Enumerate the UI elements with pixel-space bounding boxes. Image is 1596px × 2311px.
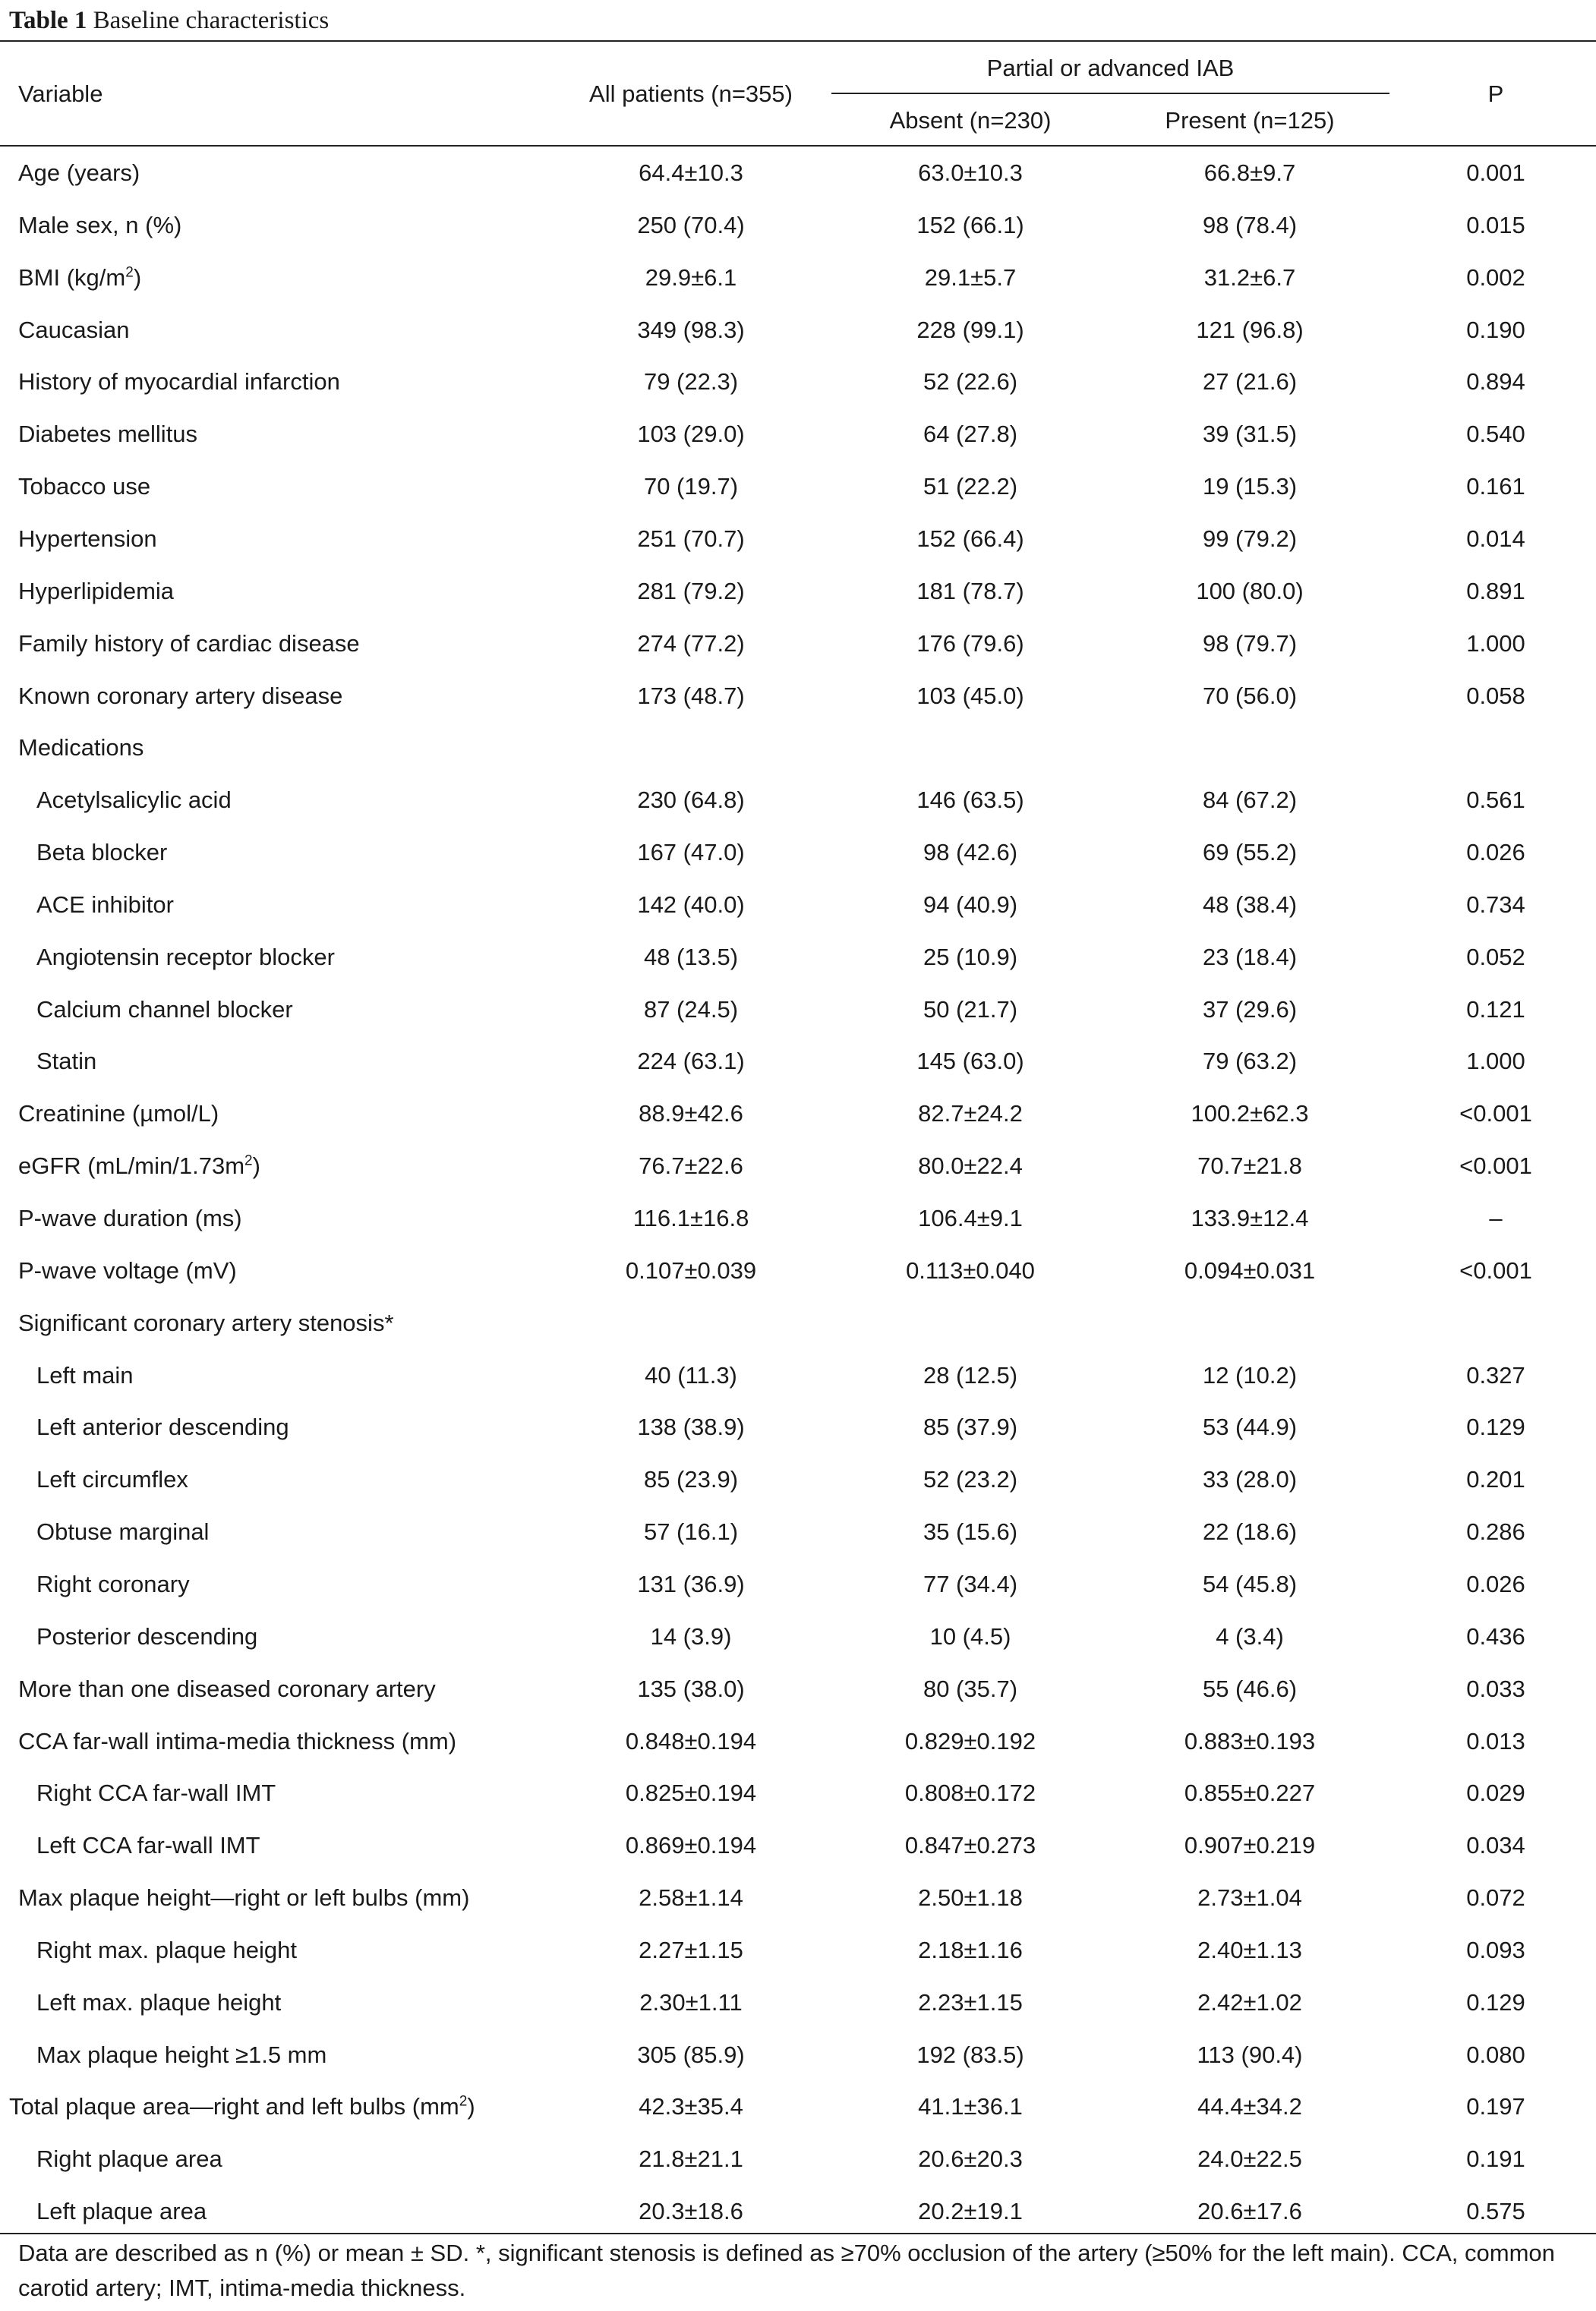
cell-absent: 51 (22.2) — [923, 473, 1018, 500]
cell-all-patients: 48 (13.5) — [643, 944, 739, 970]
cell-absent: 192 (83.5) — [916, 2041, 1024, 2068]
cell-all-patients: 135 (38.0) — [637, 1676, 745, 1702]
cell-all-patients: 138 (38.9) — [637, 1414, 745, 1440]
cell-all-patients: 224 (63.1) — [637, 1048, 745, 1074]
cell-all-patients: 85 (23.9) — [643, 1466, 739, 1493]
header-rule — [0, 145, 1596, 147]
row-label: Max plaque height—right or left bulbs (mm) — [18, 1884, 470, 1911]
cell-absent: 2.23±1.15 — [918, 1989, 1023, 2016]
cell-present: 55 (46.6) — [1202, 1676, 1298, 1702]
cell-all-patients: 230 (64.8) — [637, 787, 745, 813]
cell-present: 133.9±12.4 — [1191, 1205, 1309, 1231]
cell-all-patients: 76.7±22.6 — [639, 1152, 743, 1179]
cell-p-value: 0.058 — [1466, 683, 1525, 709]
row-label: Posterior descending — [36, 1623, 258, 1650]
cell-p-value: 0.734 — [1466, 891, 1525, 918]
cell-present: 100 (80.0) — [1196, 578, 1304, 604]
row-label: ACE inhibitor — [36, 891, 174, 918]
cell-p-value: <0.001 — [1459, 1152, 1532, 1179]
cell-absent: 94 (40.9) — [923, 891, 1018, 918]
cell-p-value: 0.015 — [1466, 212, 1525, 238]
row-label: Calcium channel blocker — [36, 996, 293, 1023]
cell-present: 0.855±0.227 — [1184, 1780, 1316, 1806]
row-label: Significant coronary artery stenosis* — [18, 1310, 394, 1336]
cell-p-value: 0.129 — [1466, 1414, 1525, 1440]
cell-absent: 50 (21.7) — [923, 996, 1018, 1023]
cell-absent: 80 (35.7) — [923, 1676, 1018, 1702]
cell-absent: 64 (27.8) — [923, 421, 1018, 447]
cell-present: 12 (10.2) — [1202, 1362, 1298, 1389]
cell-present: 54 (45.8) — [1202, 1571, 1298, 1597]
table-title: Baseline characteristics — [93, 7, 330, 34]
cell-present: 0.907±0.219 — [1184, 1832, 1316, 1859]
cell-absent: 77 (34.4) — [923, 1571, 1018, 1597]
cell-present: 121 (96.8) — [1196, 317, 1304, 343]
row-label: Age (years) — [18, 159, 140, 186]
cell-all-patients: 349 (98.3) — [637, 317, 745, 343]
row-label: Tobacco use — [18, 473, 151, 500]
row-label: Male sex, n (%) — [18, 212, 182, 238]
cell-p-value: <0.001 — [1459, 1257, 1532, 1284]
cell-all-patients: 274 (77.2) — [637, 630, 745, 657]
cell-absent: 103 (45.0) — [916, 683, 1024, 709]
row-label: Right max. plaque height — [36, 1937, 297, 1963]
cell-present: 22 (18.6) — [1202, 1518, 1298, 1545]
row-label: eGFR $(mL/\min/1.73m^2)$ — [18, 1152, 260, 1179]
cell-all-patients: 2.30±1.11 — [639, 1989, 743, 2016]
row-label: Left anterior descending — [36, 1414, 289, 1440]
cell-absent: 29.1±5.7 — [924, 264, 1017, 291]
row-label: P-wave duration (ms) — [18, 1205, 242, 1231]
cell-all-patients: 88.9±42.6 — [639, 1100, 743, 1127]
header-group-label: Partial or advanced IAB — [986, 55, 1235, 81]
cell-present: 53 (44.9) — [1202, 1414, 1298, 1440]
row-label: Acetylsalicylic acid — [36, 787, 232, 813]
row-label: Left circumflex — [36, 1466, 188, 1493]
cell-all-patients: 0.848±0.194 — [625, 1728, 757, 1755]
cell-p-value: 0.093 — [1466, 1937, 1525, 1963]
cell-absent: 20.2±19.1 — [918, 2198, 1023, 2224]
row-label: Left plaque area — [36, 2198, 207, 2224]
header-p: P — [1487, 80, 1504, 107]
cell-p-value: 0.072 — [1466, 1884, 1525, 1911]
cell-all-patients: 0.107±0.039 — [625, 1257, 757, 1284]
cell-present: 4 (3.4) — [1216, 1623, 1284, 1650]
header-all-patients: All patients (n=355) — [589, 80, 793, 107]
cell-p-value: 0.161 — [1466, 473, 1525, 500]
cell-all-patients: 2.27±1.15 — [639, 1937, 743, 1963]
cell-all-patients: 173 (48.7) — [637, 683, 745, 709]
cell-absent: 98 (42.6) — [923, 839, 1018, 865]
row-label: BMI $(kg/m^2)$ — [18, 264, 142, 291]
cell-p-value: 0.197 — [1466, 2093, 1525, 2120]
row-label: Statin — [36, 1048, 97, 1074]
group-subrule — [831, 93, 1389, 94]
top-rule — [0, 40, 1596, 42]
cell-present: 69 (55.2) — [1202, 839, 1298, 865]
row-label: Family history of cardiac disease — [18, 630, 360, 657]
cell-p-value: 0.014 — [1466, 525, 1525, 552]
cell-present: 0.883±0.193 — [1184, 1728, 1316, 1755]
cell-present: 24.0±22.5 — [1197, 2145, 1302, 2172]
cell-all-patients: 87 (24.5) — [643, 996, 739, 1023]
table-label: Table 1 — [9, 7, 87, 34]
row-label: Medications — [18, 734, 144, 761]
cell-present: 79 (63.2) — [1202, 1048, 1298, 1074]
row-label: Known coronary artery disease — [18, 683, 343, 709]
cell-p-value: 0.191 — [1466, 2145, 1525, 2172]
cell-p-value: 1.000 — [1466, 630, 1525, 657]
cell-p-value: 0.034 — [1466, 1832, 1525, 1859]
cell-p-value: 0.561 — [1466, 787, 1525, 813]
cell-all-patients: 20.3±18.6 — [639, 2198, 743, 2224]
row-label: Left max. plaque height — [36, 1989, 282, 2016]
cell-present: 2.40±1.13 — [1197, 1937, 1302, 1963]
cell-p-value: – — [1489, 1205, 1503, 1231]
cell-all-patients: 0.869±0.194 — [625, 1832, 757, 1859]
cell-absent: 146 (63.5) — [916, 787, 1024, 813]
row-label: Beta blocker — [36, 839, 168, 865]
cell-absent: 80.0±22.4 — [918, 1152, 1023, 1179]
cell-present: 70.7±21.8 — [1197, 1152, 1302, 1179]
row-label: P-wave voltage (mV) — [18, 1257, 237, 1284]
cell-present: 100.2±62.3 — [1191, 1100, 1309, 1127]
cell-absent: 41.1±36.1 — [918, 2093, 1023, 2120]
cell-p-value: 0.121 — [1466, 996, 1525, 1023]
cell-present: 99 (79.2) — [1202, 525, 1298, 552]
row-label: More than one diseased coronary artery — [18, 1676, 436, 1702]
cell-present: 31.2±6.7 — [1203, 264, 1296, 291]
cell-p-value: 0.201 — [1466, 1466, 1525, 1493]
cell-present: 66.8±9.7 — [1203, 159, 1296, 186]
cell-present: 98 (79.7) — [1202, 630, 1298, 657]
cell-present: 2.42±1.02 — [1197, 1989, 1302, 2016]
row-label: Max plaque height ≥1.5 mm — [36, 2041, 327, 2068]
cell-present: 48 (38.4) — [1202, 891, 1298, 918]
cell-all-patients: 103 (29.0) — [637, 421, 745, 447]
cell-all-patients: 70 (19.7) — [643, 473, 739, 500]
cell-all-patients: 21.8±21.1 — [639, 2145, 743, 2172]
cell-absent: 0.808±0.172 — [904, 1780, 1036, 1806]
cell-p-value: 0.080 — [1466, 2041, 1525, 2068]
cell-all-patients: 167 (47.0) — [637, 839, 745, 865]
cell-absent: 35 (15.6) — [923, 1518, 1018, 1545]
cell-all-patients: 64.4±10.3 — [639, 159, 743, 186]
cell-all-patients: 0.825±0.194 — [625, 1780, 757, 1806]
cell-all-patients: 116.1±16.8 — [632, 1205, 749, 1231]
cell-absent: 145 (63.0) — [916, 1048, 1024, 1074]
cell-present: 37 (29.6) — [1202, 996, 1298, 1023]
row-label: Obtuse marginal — [36, 1518, 210, 1545]
cell-absent: 28 (12.5) — [923, 1362, 1018, 1389]
cell-p-value: 0.286 — [1466, 1518, 1525, 1545]
cell-absent: 2.50±1.18 — [918, 1884, 1023, 1911]
cell-all-patients: 142 (40.0) — [637, 891, 745, 918]
cell-p-value: 0.894 — [1466, 368, 1525, 395]
row-label: Right coronary — [36, 1571, 190, 1597]
cell-present: 44.4±34.2 — [1197, 2093, 1302, 2120]
row-label: CCA far-wall intima-media thickness (mm) — [18, 1728, 457, 1755]
cell-p-value: 0.540 — [1466, 421, 1525, 447]
cell-absent: 82.7±24.2 — [918, 1100, 1023, 1127]
row-label: Right plaque area — [36, 2145, 222, 2172]
cell-absent: 0.113±0.040 — [906, 1257, 1035, 1284]
row-label: Diabetes mellitus — [18, 421, 198, 447]
cell-present: 39 (31.5) — [1202, 421, 1298, 447]
cell-all-patients: 250 (70.4) — [637, 212, 745, 238]
cell-p-value: 0.001 — [1466, 159, 1525, 186]
cell-all-patients: 29.9±6.1 — [645, 264, 737, 291]
cell-all-patients: 42.3±35.4 — [639, 2093, 743, 2120]
header-variable: Variable — [18, 80, 103, 107]
cell-absent: 152 (66.1) — [916, 212, 1024, 238]
cell-p-value: 0.327 — [1466, 1362, 1525, 1389]
cell-present: 2.73±1.04 — [1197, 1884, 1302, 1911]
cell-p-value: 0.190 — [1466, 317, 1525, 343]
cell-present: 33 (28.0) — [1202, 1466, 1298, 1493]
cell-present: 23 (18.4) — [1202, 944, 1298, 970]
cell-p-value: 1.000 — [1466, 1048, 1525, 1074]
cell-all-patients: 2.58±1.14 — [639, 1884, 743, 1911]
row-label: History of myocardial infarction — [18, 368, 340, 395]
cell-present: 20.6±17.6 — [1197, 2198, 1302, 2224]
cell-all-patients: 251 (70.7) — [637, 525, 745, 552]
cell-absent: 228 (99.1) — [916, 317, 1024, 343]
cell-present: 0.094±0.031 — [1184, 1257, 1316, 1284]
row-label: Right CCA far-wall IMT — [36, 1780, 276, 1806]
cell-p-value: 0.129 — [1466, 1989, 1525, 2016]
cell-absent: 20.6±20.3 — [918, 2145, 1023, 2172]
cell-absent: 85 (37.9) — [923, 1414, 1018, 1440]
cell-absent: 10 (4.5) — [929, 1623, 1011, 1650]
row-label: Total plaque area—right and left bulbs $(mm^2)$ — [9, 2093, 475, 2120]
header-absent: Absent (n=230) — [889, 107, 1052, 134]
row-label: Caucasian — [18, 317, 130, 343]
cell-p-value: 0.029 — [1466, 1780, 1525, 1806]
cell-present: 19 (15.3) — [1202, 473, 1298, 500]
cell-present: 84 (67.2) — [1202, 787, 1298, 813]
cell-absent: 106.4±9.1 — [918, 1205, 1023, 1231]
cell-present: 70 (56.0) — [1202, 683, 1298, 709]
row-label: Angiotensin receptor blocker — [36, 944, 335, 970]
cell-p-value: 0.026 — [1466, 839, 1525, 865]
cell-absent: 52 (22.6) — [923, 368, 1018, 395]
cell-present: 113 (90.4) — [1197, 2041, 1303, 2068]
cell-all-patients: 131 (36.9) — [637, 1571, 745, 1597]
cell-all-patients: 57 (16.1) — [643, 1518, 739, 1545]
cell-absent: 2.18±1.16 — [918, 1937, 1023, 1963]
cell-p-value: 0.436 — [1466, 1623, 1525, 1650]
cell-absent: 25 (10.9) — [923, 944, 1018, 970]
cell-absent: 176 (79.6) — [916, 630, 1024, 657]
row-label: Hyperlipidemia — [18, 578, 175, 604]
cell-present: 98 (78.4) — [1202, 212, 1298, 238]
cell-p-value: 0.052 — [1466, 944, 1525, 970]
cell-p-value: 0.002 — [1466, 264, 1525, 291]
cell-present: 27 (21.6) — [1202, 368, 1298, 395]
cell-p-value: 0.033 — [1466, 1676, 1525, 1702]
table-footnote: Data are described as n (%) or mean ± SD. *, significant stenosis is defined as ≥70% occlusion of the artery (≥50% for the left main). CCA, common carotid artery; IMT, intima-media thickness. — [18, 2240, 1555, 2301]
cell-all-patients: 14 (3.9) — [650, 1623, 732, 1650]
row-label: Left main — [36, 1362, 134, 1389]
cell-all-patients: 79 (22.3) — [643, 368, 739, 395]
cell-p-value: 0.575 — [1466, 2198, 1525, 2224]
cell-all-patients: 305 (85.9) — [637, 2041, 745, 2068]
cell-all-patients: 281 (79.2) — [637, 578, 745, 604]
cell-p-value: 0.013 — [1466, 1728, 1525, 1755]
cell-absent: 63.0±10.3 — [918, 159, 1023, 186]
cell-all-patients: 40 (11.3) — [645, 1362, 737, 1389]
cell-absent: 181 (78.7) — [916, 578, 1024, 604]
cell-absent: 0.847±0.273 — [904, 1832, 1036, 1859]
header-present: Present (n=125) — [1165, 107, 1335, 134]
cell-absent: 52 (23.2) — [923, 1466, 1018, 1493]
bottom-rule — [0, 2233, 1596, 2234]
row-label: Hypertension — [18, 525, 157, 552]
cell-p-value: 0.891 — [1466, 578, 1525, 604]
cell-p-value: 0.026 — [1466, 1571, 1525, 1597]
row-label: Creatinine (µmol/L) — [18, 1100, 219, 1127]
cell-absent: 152 (66.4) — [916, 525, 1024, 552]
table-caption — [9, 5, 329, 36]
cell-p-value: <0.001 — [1459, 1100, 1532, 1127]
cell-absent: 0.829±0.192 — [904, 1728, 1036, 1755]
row-label: Left CCA far-wall IMT — [36, 1832, 260, 1859]
